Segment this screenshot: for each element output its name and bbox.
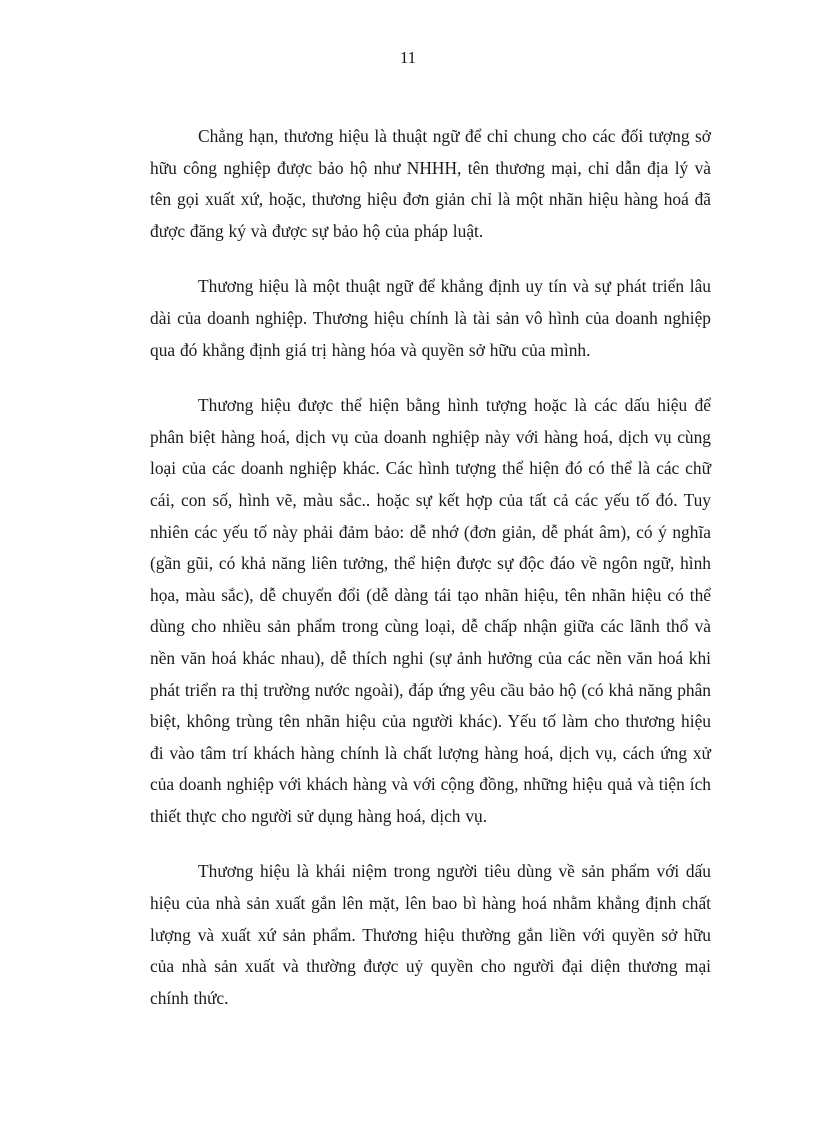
- paragraph-1: Chẳng hạn, thương hiệu là thuật ngữ để chỉ chung cho các đối tượng sở hữu công nghiệp được bảo hộ như NHHH, tên thương mại, chỉ dẫn địa lý và tên gọi xuất xứ, hoặc, thương hiệu đơn giản chỉ là một nhãn hiệu hàng hoá đã được đăng ký và được sự bảo hộ của pháp luật.: [150, 126, 711, 241]
- page-number: 11: [399, 48, 417, 67]
- paragraph-3: Thương hiệu được thể hiện bằng hình tượng hoặc là các dấu hiệu để phân biệt hàng hoá, dịch vụ của doanh nghiệp này với hàng hoá, dịch vụ cùng loại của các doanh nghiệp khác. Các hình tượng thể hiện đó có thể là các chữ cái, con số, hình vẽ, màu sắc.. hoặc sự kết hợp của tất cả các yếu tố đó. Tuy nhiên các yếu tố này phải đảm bảo: dễ nhớ (đơn giản, dễ phát âm), có ý nghĩa (gần gũi, có khả năng liên tưởng, thể hiện được sự độc đáo về ngôn ngữ, hình họa, màu sắc), dễ chuyển đổi (dễ dàng tái tạo nhãn hiệu, tên nhãn hiệu có thể dùng cho nhiều sản phẩm trong cùng loại, dễ chấp nhận giữa các lãnh thổ và nền văn hoá khác nhau), dễ thích nghi (sự ảnh hưởng của các nền văn hoá khi phát triển ra thị trường nước ngoài), đáp ứng yêu cầu bảo hộ (có khả năng phân biệt, không trùng tên nhãn hiệu của người khác). Yếu tố làm cho thương hiệu đi vào tâm trí khách hàng chính là chất lượng hàng hoá, dịch vụ, cách ứng xử của doanh nghiệp với khách hàng và với cộng đồng, những hiệu quả và tiện ích thiết thực cho người sử dụng hàng hoá, dịch vụ.: [150, 395, 711, 826]
- body-text: [150, 121, 711, 1038]
- paragraph-2: Thương hiệu là một thuật ngữ để khẳng định uy tín và sự phát triển lâu dài của doanh nghiệp. Thương hiệu chính là tài sản vô hình của doanh nghiệp qua đó khẳng định giá trị hàng hóa và quyền sở hữu của mình.: [150, 276, 711, 360]
- paragraph-4: Thương hiệu là khái niệm trong người tiêu dùng về sản phẩm với dấu hiệu của nhà sản xuất gắn lên mặt, lên bao bì hàng hoá nhằm khẳng định chất lượng và xuất xứ sản phẩm. Thương hiệu thường gắn liền với quyền sở hữu của nhà sản xuất và thường được uỷ quyền cho người đại diện thương mại chính thức.: [150, 861, 711, 1008]
